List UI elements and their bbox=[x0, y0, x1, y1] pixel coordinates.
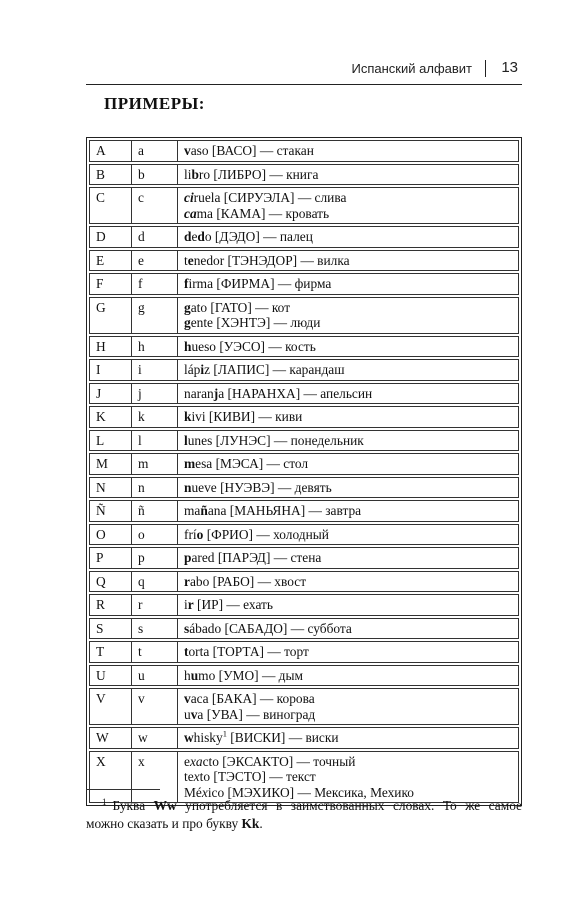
example-line bbox=[184, 315, 518, 331]
example-cell bbox=[178, 454, 518, 474]
example-segment: ente [ХЭНТЭ] — люди bbox=[190, 315, 321, 330]
example-segment: s bbox=[184, 620, 190, 636]
lowercase-letter: q bbox=[132, 572, 178, 592]
example-segment: t bbox=[184, 252, 188, 268]
example-segment: v bbox=[184, 143, 191, 158]
example-segment: irma [ФИРМА] — фирма bbox=[188, 276, 332, 291]
table-row bbox=[89, 273, 519, 295]
footnote-text-before: Буква bbox=[112, 798, 154, 813]
uppercase-letter: D bbox=[90, 227, 132, 247]
example-line bbox=[184, 691, 518, 707]
example-line bbox=[184, 167, 518, 183]
table-row bbox=[89, 594, 519, 616]
example-cell bbox=[178, 752, 518, 803]
uppercase-letter: W bbox=[90, 728, 132, 748]
example-segment: esa [МЭСА] — стол bbox=[195, 456, 309, 471]
example-segment: h bbox=[184, 338, 192, 354]
example-cell bbox=[178, 227, 518, 247]
example-segment: w bbox=[184, 730, 194, 745]
lowercase-letter: s bbox=[132, 619, 178, 639]
example-segment: aca [БАКА] — корова bbox=[190, 691, 315, 706]
uppercase-letter: B bbox=[90, 165, 132, 185]
table-row bbox=[89, 297, 519, 334]
example-cell bbox=[178, 360, 518, 380]
uppercase-letter: G bbox=[90, 298, 132, 333]
lowercase-letter: u bbox=[132, 666, 178, 686]
example-cell bbox=[178, 572, 518, 592]
example-segment: ato [ГАТО] — кот bbox=[190, 299, 291, 315]
example-segment: l bbox=[184, 432, 188, 448]
lowercase-letter: j bbox=[132, 384, 178, 404]
example-cell bbox=[178, 298, 518, 333]
example-segment: x bbox=[193, 769, 200, 784]
table-row bbox=[89, 383, 519, 405]
table-row bbox=[89, 571, 519, 593]
example-segment: ana [МАНЬЯНА] — завтра bbox=[207, 503, 362, 518]
example-segment: d bbox=[197, 229, 205, 244]
lowercase-letter: t bbox=[132, 642, 178, 662]
example-segment: g bbox=[184, 299, 191, 315]
table-row bbox=[89, 477, 519, 499]
uppercase-letter: A bbox=[90, 141, 132, 161]
footnote-reference: 1 bbox=[222, 728, 227, 739]
uppercase-letter: Ñ bbox=[90, 501, 132, 521]
example-segment: to [ТЭСТО] — текст bbox=[199, 769, 316, 784]
table-row bbox=[89, 524, 519, 546]
footnote-mark: 1 bbox=[102, 796, 107, 807]
example-cell bbox=[178, 407, 518, 427]
example-segment: j bbox=[213, 385, 219, 401]
lowercase-letter: o bbox=[132, 525, 178, 545]
example-line bbox=[184, 276, 518, 292]
footnote-bold-kk: Kk bbox=[241, 816, 260, 831]
example-segment: ro [ЛИБРО] — книга bbox=[198, 166, 319, 182]
example-segment: láp bbox=[184, 362, 201, 377]
example-segment: ma [КАМА] — кровать bbox=[196, 205, 330, 221]
example-cell bbox=[178, 501, 518, 521]
lowercase-letter: f bbox=[132, 274, 178, 294]
example-segment: i bbox=[184, 597, 188, 612]
example-segment: e bbox=[184, 753, 190, 769]
lowercase-letter: v bbox=[132, 689, 178, 724]
lowercase-letter: b bbox=[132, 165, 178, 185]
example-segment: i bbox=[200, 362, 205, 377]
example-segment: u bbox=[184, 706, 191, 722]
uppercase-letter: I bbox=[90, 360, 132, 380]
lowercase-letter: n bbox=[132, 478, 178, 498]
example-segment: [ИР] — ехать bbox=[193, 597, 273, 612]
uppercase-letter: O bbox=[90, 525, 132, 545]
uppercase-letter: Q bbox=[90, 572, 132, 592]
lowercase-letter: g bbox=[132, 298, 178, 333]
example-segment: ueve [НУЭВЭ] — девять bbox=[191, 479, 332, 495]
example-line bbox=[184, 362, 518, 378]
example-segment: ca bbox=[184, 205, 197, 221]
lowercase-letter: k bbox=[132, 407, 178, 427]
uppercase-letter: L bbox=[90, 431, 132, 451]
lowercase-letter: ñ bbox=[132, 501, 178, 521]
uppercase-letter: J bbox=[90, 384, 132, 404]
example-segment: e bbox=[187, 252, 194, 268]
example-segment: li bbox=[184, 166, 192, 182]
example-segment: hisky bbox=[193, 730, 223, 745]
example-cell bbox=[178, 642, 518, 662]
example-segment: h bbox=[184, 667, 191, 683]
example-segment: a [НАРАНХА] — апельсин bbox=[218, 385, 373, 401]
lowercase-letter: m bbox=[132, 454, 178, 474]
alphabet-table bbox=[86, 137, 522, 806]
example-segment: k bbox=[184, 409, 192, 424]
example-line bbox=[184, 386, 518, 402]
example-cell bbox=[178, 478, 518, 498]
example-line bbox=[184, 253, 518, 269]
uppercase-letter: P bbox=[90, 548, 132, 568]
example-line bbox=[184, 456, 518, 472]
lowercase-letter: w bbox=[132, 728, 178, 748]
example-line bbox=[184, 409, 518, 425]
lowercase-letter: p bbox=[132, 548, 178, 568]
uppercase-letter: C bbox=[90, 188, 132, 223]
footnote bbox=[86, 797, 522, 833]
example-line bbox=[184, 190, 518, 206]
uppercase-letter: V bbox=[90, 689, 132, 724]
example-segment: e bbox=[191, 229, 198, 244]
example-segment: z [ЛАПИС] — карандаш bbox=[204, 362, 345, 377]
footnote-text-middle: употребляется в заимствованных словах. То же самое можно сказать и про букву bbox=[86, 798, 522, 831]
example-cell bbox=[178, 595, 518, 615]
example-cell bbox=[178, 251, 518, 271]
example-line bbox=[184, 550, 518, 566]
example-line bbox=[184, 574, 518, 590]
example-segment: mo [УМО] — дым bbox=[198, 667, 303, 683]
table-row bbox=[89, 547, 519, 569]
example-cell bbox=[178, 666, 518, 686]
example-segment: v bbox=[184, 691, 191, 706]
example-line bbox=[184, 621, 518, 637]
lowercase-letter: a bbox=[132, 141, 178, 161]
example-cell bbox=[178, 619, 518, 639]
example-line bbox=[184, 433, 518, 449]
example-segment: u bbox=[190, 667, 199, 683]
table-row bbox=[89, 250, 519, 272]
lowercase-letter: e bbox=[132, 251, 178, 271]
table-row bbox=[89, 500, 519, 522]
table-row bbox=[89, 618, 519, 640]
example-segment: [ВИСКИ] — виски bbox=[226, 730, 339, 745]
example-line bbox=[184, 339, 518, 355]
example-segment: ábado [САБАДО] — суббота bbox=[189, 620, 352, 636]
example-line bbox=[184, 754, 518, 770]
uppercase-letter: X bbox=[90, 752, 132, 803]
example-segment: xa bbox=[189, 753, 203, 769]
table-row bbox=[89, 359, 519, 381]
example-segment: unes [ЛУНЭС] — понедельник bbox=[187, 432, 364, 448]
lowercase-letter: h bbox=[132, 337, 178, 357]
example-cell bbox=[178, 548, 518, 568]
example-segment: r bbox=[187, 597, 194, 612]
running-head-title: Испанский алфавит bbox=[351, 61, 472, 76]
uppercase-letter: K bbox=[90, 407, 132, 427]
example-cell bbox=[178, 431, 518, 451]
example-segment: orta [ТОРТА] — торт bbox=[188, 644, 309, 659]
table-row bbox=[89, 641, 519, 663]
table-row bbox=[89, 226, 519, 248]
example-segment: t bbox=[184, 644, 189, 659]
example-segment: aso [ВАСО] — стакан bbox=[190, 143, 314, 158]
lowercase-letter: d bbox=[132, 227, 178, 247]
example-cell bbox=[178, 165, 518, 185]
table-row bbox=[89, 164, 519, 186]
lowercase-letter: c bbox=[132, 188, 178, 223]
table-row bbox=[89, 430, 519, 452]
example-line bbox=[184, 527, 518, 543]
example-segment: v bbox=[190, 706, 198, 722]
table-row bbox=[89, 187, 519, 224]
example-line bbox=[184, 229, 518, 245]
example-cell bbox=[178, 384, 518, 404]
example-line bbox=[184, 597, 518, 613]
example-line bbox=[184, 480, 518, 496]
example-segment: frí bbox=[184, 526, 197, 542]
lowercase-letter: x bbox=[132, 752, 178, 803]
example-line bbox=[184, 644, 518, 660]
example-cell bbox=[178, 188, 518, 223]
table-row bbox=[89, 665, 519, 687]
example-segment: ci bbox=[184, 190, 194, 205]
table-row bbox=[89, 336, 519, 358]
footnote-bold-ww: Ww bbox=[153, 798, 177, 813]
lowercase-letter: l bbox=[132, 431, 178, 451]
table-row bbox=[89, 688, 519, 725]
example-line bbox=[184, 300, 518, 316]
example-segment: g bbox=[184, 315, 191, 330]
example-segment: ueso [УЭСО] — кость bbox=[191, 338, 316, 354]
running-head bbox=[86, 58, 522, 85]
example-segment: [ФРИО] — холодный bbox=[203, 526, 329, 542]
example-segment: ma bbox=[184, 503, 201, 518]
example-line bbox=[184, 769, 518, 785]
example-segment: Mé bbox=[184, 784, 202, 800]
example-segment: f bbox=[184, 276, 189, 291]
example-segment: ruela [СИРУЭЛА] — слива bbox=[193, 190, 347, 205]
example-segment: d bbox=[184, 229, 192, 244]
example-segment: ared [ПАРЭД] — стена bbox=[191, 550, 322, 565]
example-cell bbox=[178, 689, 518, 724]
example-line bbox=[184, 143, 518, 159]
example-line bbox=[184, 668, 518, 684]
table-row bbox=[89, 453, 519, 475]
table-row bbox=[89, 406, 519, 428]
uppercase-letter: F bbox=[90, 274, 132, 294]
example-segment: n bbox=[184, 479, 192, 495]
example-segment: abo [РАБО] — хвост bbox=[189, 573, 307, 589]
section-heading: ПРИМЕРЫ: bbox=[104, 94, 205, 113]
page-number: 13 bbox=[501, 59, 518, 76]
example-segment: r bbox=[184, 573, 190, 589]
example-segment: cto [ЭКСАКТО] — точный bbox=[202, 753, 356, 769]
uppercase-letter: R bbox=[90, 595, 132, 615]
example-segment: nedor [ТЭНЭДОР] — вилка bbox=[193, 252, 350, 268]
example-segment: naran bbox=[184, 385, 214, 401]
uppercase-letter: E bbox=[90, 251, 132, 271]
example-cell bbox=[178, 728, 518, 748]
example-line bbox=[184, 206, 518, 222]
example-cell bbox=[178, 141, 518, 161]
footnote-rule bbox=[86, 789, 160, 790]
example-segment: p bbox=[184, 550, 192, 565]
footnote-text-after: . bbox=[259, 816, 263, 831]
example-segment: x bbox=[201, 784, 208, 800]
example-line bbox=[184, 707, 518, 723]
example-line bbox=[184, 503, 518, 519]
example-line bbox=[184, 730, 518, 746]
uppercase-letter: S bbox=[90, 619, 132, 639]
example-segment: b bbox=[191, 166, 199, 182]
uppercase-letter: N bbox=[90, 478, 132, 498]
uppercase-letter: H bbox=[90, 337, 132, 357]
example-segment: a [УВА] — виноград bbox=[197, 706, 316, 722]
example-segment: o [ДЭДО] — палец bbox=[204, 229, 313, 244]
example-segment: ico [МЭХИКО] — Мексика, Мехико bbox=[207, 784, 414, 800]
uppercase-letter: M bbox=[90, 454, 132, 474]
uppercase-letter: T bbox=[90, 642, 132, 662]
lowercase-letter: r bbox=[132, 595, 178, 615]
example-segment: o bbox=[196, 526, 204, 542]
uppercase-letter: U bbox=[90, 666, 132, 686]
example-segment: ñ bbox=[200, 503, 208, 518]
running-head-separator bbox=[485, 60, 486, 77]
table-row bbox=[89, 751, 519, 804]
table-row bbox=[89, 140, 519, 162]
lowercase-letter: i bbox=[132, 360, 178, 380]
example-cell bbox=[178, 337, 518, 357]
example-cell bbox=[178, 525, 518, 545]
example-cell bbox=[178, 274, 518, 294]
table-row bbox=[89, 727, 519, 749]
example-segment: ivi [КИВИ] — киви bbox=[191, 409, 303, 424]
example-segment: m bbox=[184, 456, 196, 471]
example-segment: te bbox=[184, 769, 194, 784]
